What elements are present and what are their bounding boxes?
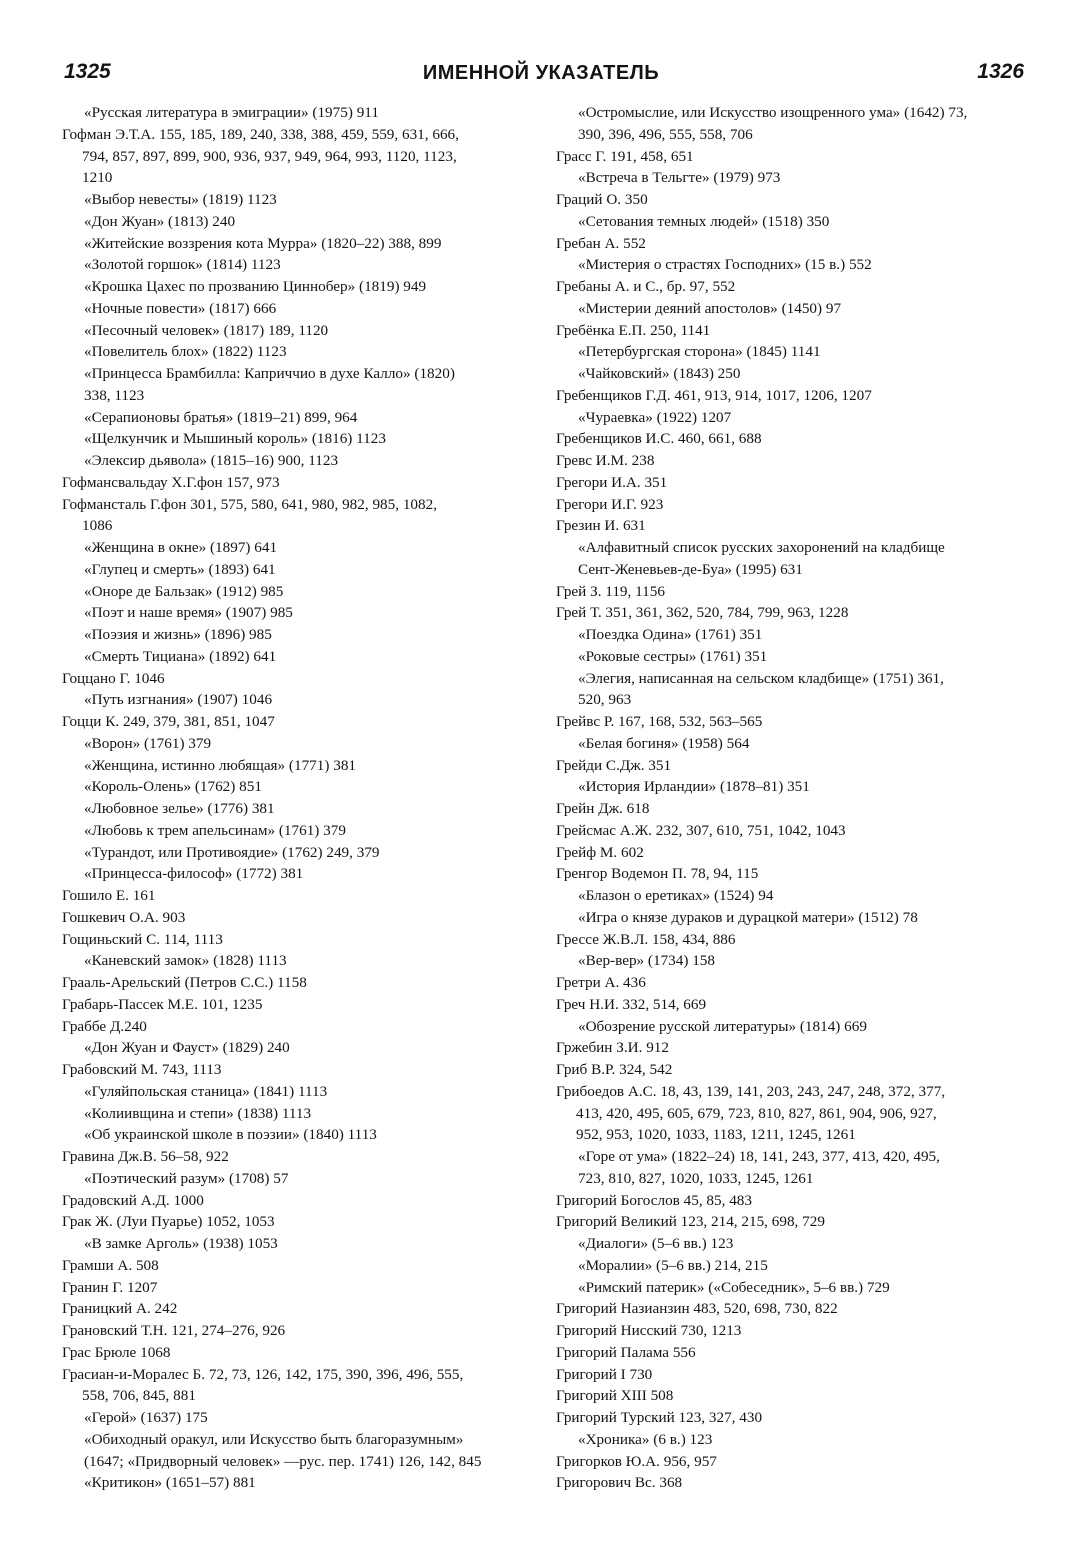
index-subentry: «Об украинской школе в поэзии» (1840) 1113 — [84, 1126, 377, 1144]
index-subentry: «Игра о князе дураков и дурацкой матери» (1512) 78 — [578, 908, 918, 926]
index-entry: Грасиан-и-Моралес Б. 72, 73, 126, 142, 175, 390, 396, 496, 555, — [62, 1365, 464, 1383]
index-entry: Гоццано Г. 1046 — [62, 669, 165, 687]
index-entry-continuation: 1086 — [82, 517, 113, 535]
index-entry-continuation: 952, 953, 1020, 1033, 1183, 1211, 1245, 1261 — [576, 1126, 856, 1144]
index-entry: Гржебин З.И. 912 — [556, 1039, 669, 1057]
index-subentry: «Принцесса Брамбилла: Каприччио в духе Калло» (1820) — [84, 365, 455, 382]
index-subentry: «Мистерия о страстях Господних» (15 в.) 552 — [578, 256, 872, 274]
index-entry: Грас Брюле 1068 — [62, 1343, 171, 1361]
index-entry: Градовский А.Д. 1000 — [62, 1191, 204, 1209]
index-subentry: «Герой» (1637) 175 — [84, 1409, 208, 1426]
index-entry: Гравина Дж.В. 56–58, 922 — [62, 1148, 229, 1165]
index-entry: Греч Н.И. 332, 514, 669 — [556, 995, 707, 1013]
index-subentry: «В замке Арголь» (1938) 1053 — [84, 1235, 278, 1252]
index-subentry: 338, 1123 — [84, 386, 145, 404]
index-subentry: «Смерть Тициана» (1892) 641 — [84, 647, 277, 665]
index-subentry: «Горе от ума» (1822–24) 18, 141, 243, 377, 413, 420, 495, — [578, 1148, 940, 1165]
index-entry: Григорий Нисский 730, 1213 — [556, 1322, 742, 1339]
index-subentry: «Встреча в Тельгте» (1979) 973 — [578, 169, 781, 187]
index-subentry: «Мистерии деяний апостолов» (1450) 97 — [578, 299, 842, 317]
index-entry: Грасс Г. 191, 458, 651 — [556, 147, 694, 165]
index-entry: Гофман Э.Т.А. 155, 185, 189, 240, 338, 388, 459, 559, 631, 666, — [62, 125, 459, 143]
index-entry: Грабовский М. 743, 1113 — [62, 1061, 222, 1078]
index-entry-continuation: 413, 420, 495, 605, 679, 723, 810, 827, 861, 904, 906, 927, — [576, 1104, 937, 1122]
index-entry: Григорий Назианзин 483, 520, 698, 730, 822 — [556, 1300, 838, 1318]
index-entry: Григорий I 730 — [556, 1365, 653, 1383]
index-entry: Гофмансвальдау Х.Г.фон 157, 973 — [62, 473, 280, 491]
index-entry: Григорович Вс. 368 — [556, 1474, 683, 1492]
index-subentry: «Остромыслие, или Искусство изощренного ума» (1642) 73, — [578, 104, 968, 121]
index-subentry: «Турандот, или Противоядие» (1762) 249, 379 — [84, 843, 380, 861]
index-subentry: «Каневский замок» (1828) 1113 — [84, 952, 287, 970]
index-entry: Грессе Ж.В.Л. 158, 434, 886 — [556, 930, 736, 948]
index-subentry: «Серапионовы братья» (1819–21) 899, 964 — [84, 408, 358, 426]
index-subentry: «Крошка Цахес по прозванию Циннобер» (1819) 949 — [84, 278, 427, 295]
index-subentry: «Поездка Одина» (1761) 351 — [578, 626, 763, 643]
index-subentry: «Любовное зелье» (1776) 381 — [84, 800, 275, 817]
index-entry: Гребенщиков Г.Д. 461, 913, 914, 1017, 1206, 1207 — [556, 386, 872, 404]
index-subentry: «Сетования темных людей» (1518) 350 — [578, 212, 830, 230]
index-subentry: «Обиходный оракул, или Искусство быть благоразумным» — [84, 1430, 464, 1448]
index-entry: Гревс И.М. 238 — [556, 452, 655, 469]
index-entry: Грей Т. 351, 361, 362, 520, 784, 799, 963, 1228 — [556, 604, 849, 622]
index-entry: Григорий Богослов 45, 85, 483 — [556, 1191, 752, 1209]
index-entry: Гребан А. 552 — [556, 234, 646, 252]
index-entry: Грей З. 119, 1156 — [556, 582, 665, 600]
index-entry-continuation: 1210 — [82, 169, 113, 187]
index-column-right — [556, 102, 1026, 1494]
index-subentry: «Золотой горшок» (1814) 1123 — [84, 256, 281, 274]
index-subentry: «Моралии» (5–6 вв.) 214, 215 — [578, 1256, 768, 1274]
index-subentry: Сент-Женевьев-де-Буа» (1995) 631 — [578, 560, 803, 578]
index-entry: Грибоедов А.С. 18, 43, 139, 141, 203, 243, 247, 248, 372, 377, — [556, 1082, 946, 1100]
index-entry: Грейсмас А.Ж. 232, 307, 610, 751, 1042, 1043 — [556, 821, 846, 839]
index-entry: Грейвс Р. 167, 168, 532, 563–565 — [556, 713, 763, 730]
index-subentry: «Житейские воззрения кота Мурра» (1820–22) 388, 899 — [84, 234, 442, 252]
index-subentry: «Ворон» (1761) 379 — [84, 734, 212, 752]
index-subentry: «Роковые сестры» (1761) 351 — [578, 647, 768, 665]
index-subentry: «Гуляйпольская станица» (1841) 1113 — [84, 1082, 328, 1100]
index-entry: Гранин Г. 1207 — [62, 1278, 158, 1296]
index-subentry: «Элегия, написанная на сельском кладбище» (1751) 361, — [578, 669, 944, 687]
index-entry: Грамши А. 508 — [62, 1256, 159, 1274]
index-subentry: «История Ирландии» (1878–81) 351 — [578, 778, 810, 796]
index-subentry: «Блазон о еретиках» (1524) 94 — [578, 887, 774, 904]
index-entry: Григорий Палама 556 — [556, 1343, 696, 1361]
index-entry: Гошкевич О.А. 903 — [62, 908, 186, 926]
index-subentry: «Любовь к трем апельсинам» (1761) 379 — [84, 821, 346, 839]
index-entry: Гребёнка Е.П. 250, 1141 — [556, 321, 711, 339]
index-entry: Гренгор Водемон П. 78, 94, 115 — [556, 865, 759, 883]
index-subentry: «Диалоги» (5–6 вв.) 123 — [578, 1235, 734, 1252]
index-subentry: «Русская литература в эмиграции» (1975) 911 — [84, 104, 379, 121]
index-entry: Гребенщиков И.С. 460, 661, 688 — [556, 430, 762, 448]
index-entry: Грейн Дж. 618 — [556, 800, 650, 817]
page-number-right: 1326 — [977, 60, 1024, 83]
index-subentry: «Чайковский» (1843) 250 — [578, 365, 741, 382]
index-subentry: «Чураевка» (1922) 1207 — [578, 408, 732, 426]
index-subentry: (1647; «Придворный человек» —рус. пер. 1741) 126, 142, 845 — [84, 1452, 482, 1470]
index-entry: Грановский Т.Н. 121, 274–276, 926 — [62, 1322, 286, 1339]
index-entry: Грезин И. 631 — [556, 517, 646, 535]
index-entry-continuation: 794, 857, 897, 899, 900, 936, 937, 949, 964, 993, 1120, 1123, — [82, 147, 457, 165]
index-entry: Гриб В.Р. 324, 542 — [556, 1061, 673, 1078]
index-entry-continuation: 558, 706, 845, 881 — [82, 1387, 196, 1405]
index-subentry: «Король-Олень» (1762) 851 — [84, 778, 262, 796]
index-subentry: «Колиивщина и степи» (1838) 1113 — [84, 1104, 312, 1122]
index-entry: Григорий XIII 508 — [556, 1387, 674, 1405]
index-subentry: «Путь изгнания» (1907) 1046 — [84, 691, 273, 709]
index-subentry: «Дон Жуан и Фауст» (1829) 240 — [84, 1039, 290, 1057]
index-entry: Грейди С.Дж. 351 — [556, 756, 672, 774]
index-entry: Гоцци К. 249, 379, 381, 851, 1047 — [62, 713, 275, 730]
index-subentry: «Вер-вер» (1734) 158 — [578, 952, 715, 970]
index-entry: Гофмансталь Г.фон 301, 575, 580, 641, 980, 982, 985, 1082, — [62, 495, 438, 513]
page-header — [0, 60, 1082, 92]
index-subentry: «Глупец и смерть» (1893) 641 — [84, 560, 276, 578]
index-subentry: «Обозрение русской литературы» (1814) 669 — [578, 1017, 867, 1035]
index-entry: Гощиньский С. 114, 1113 — [62, 930, 223, 948]
index-subentry: «Петербургская сторона» (1845) 1141 — [578, 343, 821, 361]
index-entry: Границкий А. 242 — [62, 1300, 178, 1318]
index-subentry: «Оноре де Бальзак» (1912) 985 — [84, 582, 284, 600]
index-entry: Грааль-Арельский (Петров С.С.) 1158 — [62, 974, 307, 991]
index-column-left — [62, 102, 532, 1494]
index-subentry: «Дон Жуан» (1813) 240 — [84, 212, 236, 230]
index-subentry: «Принцесса-философ» (1772) 381 — [84, 865, 304, 883]
index-entry: Граций О. 350 — [556, 191, 648, 208]
index-entry: Григорий Турский 123, 327, 430 — [556, 1409, 763, 1426]
index-subentry: «Критикон» (1651–57) 881 — [84, 1474, 256, 1492]
index-entry: Гретри А. 436 — [556, 974, 646, 991]
index-subentry: 520, 963 — [578, 691, 632, 709]
index-subentry: «Алфавитный список русских захоронений на кладбище — [578, 539, 945, 556]
index-entry: Грабарь-Пассек М.Е. 101, 1235 — [62, 995, 263, 1013]
index-subentry: «Щелкунчик и Мышиный король» (1816) 1123 — [84, 430, 386, 448]
index-subentry: «Белая богиня» (1958) 564 — [578, 734, 750, 752]
index-entry: Грейф М. 602 — [556, 843, 644, 861]
index-subentry: «Элексир дьявола» (1815–16) 900, 1123 — [84, 452, 339, 469]
index-subentry: «Хроника» (6 в.) 123 — [578, 1430, 713, 1448]
index-subentry: «Ночные повести» (1817) 666 — [84, 299, 277, 317]
index-subentry: 723, 810, 827, 1020, 1033, 1245, 1261 — [578, 1169, 814, 1187]
index-entry: Григорков Ю.А. 956, 957 — [556, 1452, 717, 1470]
index-entry: Григорий Великий 123, 214, 215, 698, 729 — [556, 1213, 825, 1231]
index-subentry: 390, 396, 496, 555, 558, 706 — [578, 125, 753, 143]
index-entry: Грегори И.А. 351 — [556, 473, 668, 491]
index-entry: Грегори И.Г. 923 — [556, 495, 664, 513]
index-subentry: «Римский патерик» («Собеседник», 5–6 вв.) 729 — [578, 1278, 890, 1296]
index-subentry: «Выбор невесты» (1819) 1123 — [84, 191, 277, 208]
page-title: ИМЕННОЙ УКАЗАТЕЛЬ — [422, 62, 660, 84]
index-subentry: «Женщина, истинно любящая» (1771) 381 — [84, 756, 357, 774]
index-subentry: «Поэтический разум» (1708) 57 — [84, 1169, 289, 1187]
index-entry: Гошило Е. 161 — [62, 887, 156, 904]
page-number-left: 1325 — [64, 60, 111, 83]
index-entry: Гребаны А. и С., бр. 97, 552 — [556, 278, 736, 295]
index-subentry: «Поэзия и жизнь» (1896) 985 — [84, 626, 272, 643]
index-subentry: «Песочный человек» (1817) 189, 1120 — [84, 321, 329, 339]
index-entry: Граббе Д.240 — [62, 1017, 147, 1035]
index-subentry: «Поэт и наше время» (1907) 985 — [84, 604, 293, 622]
index-subentry: «Женщина в окне» (1897) 641 — [84, 539, 278, 556]
index-subentry: «Повелитель блох» (1822) 1123 — [84, 343, 287, 361]
index-entry: Грак Ж. (Луи Пуарье) 1052, 1053 — [62, 1213, 275, 1231]
